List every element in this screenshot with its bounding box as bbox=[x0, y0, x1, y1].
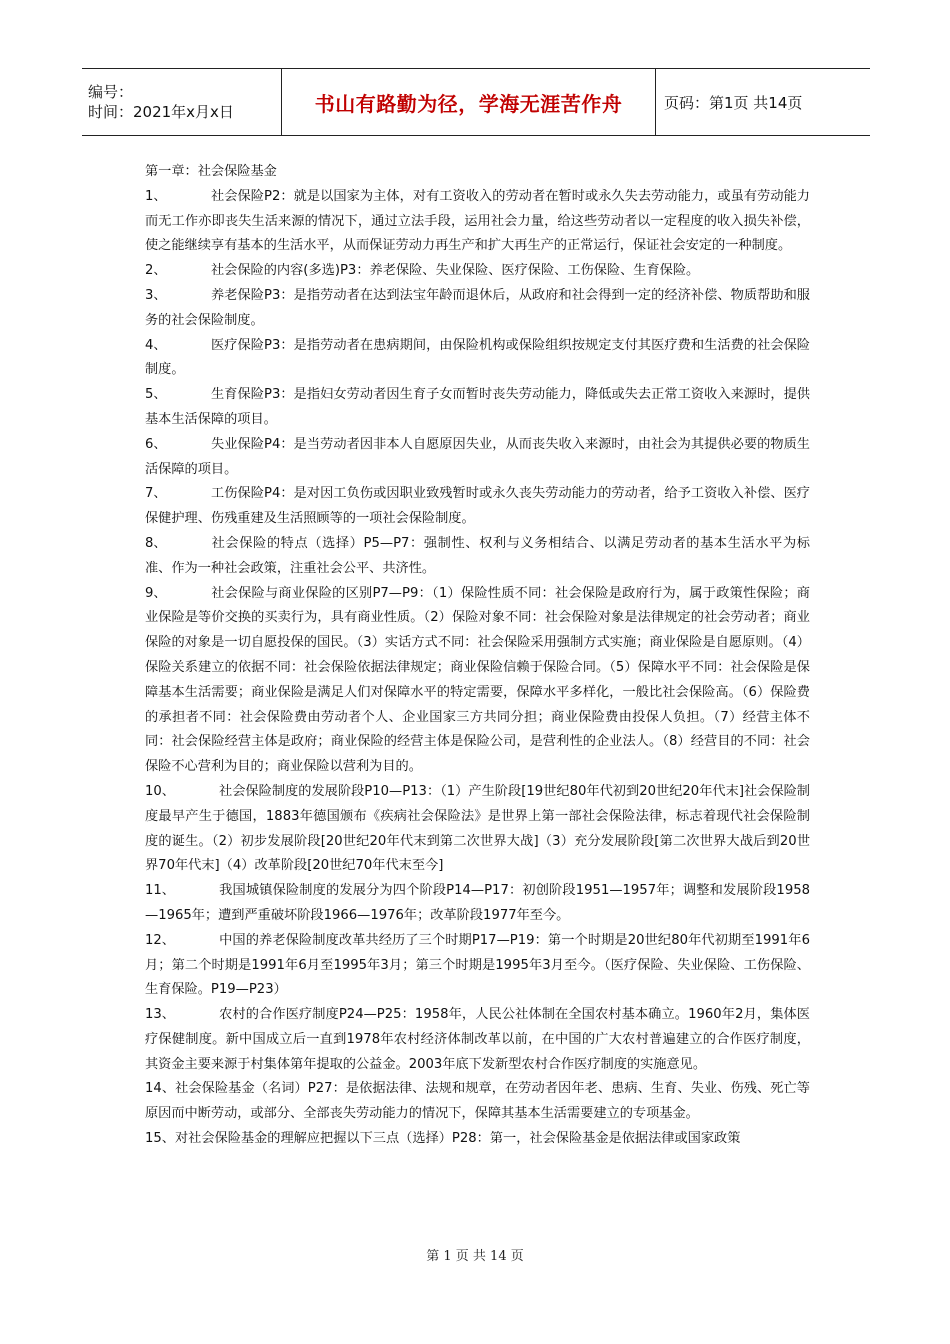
list-item bbox=[145, 433, 810, 483]
motto-text: 书山有路勤为径，学海无涯苦作舟 bbox=[314, 91, 623, 116]
item-text: 我国城镇保险制度的发展分为四个阶段P14—P17：初创阶段1951—1957年；调整和发展阶段1958—1965年；遭到严重破坏阶段1966—1976年；改革阶段1977年至今。 bbox=[145, 883, 810, 923]
header-page-cell bbox=[656, 69, 870, 135]
item-number: 10、 bbox=[145, 783, 175, 799]
item-number: 14、 bbox=[145, 1081, 176, 1097]
list-item bbox=[145, 185, 810, 259]
item-number: 3、 bbox=[145, 287, 167, 303]
list-item bbox=[145, 1127, 810, 1152]
item-text: 社会保险与商业保险的区别P7—P9：（1）保险性质不同：社会保险是政府行为，属于政策性保险；商业保险是等价交换的买卖行为，具有商业性质。（2）保险对象不同：社会保险对象是法律规定的社会劳动者；商业保险的对象是一切自愿投保的国民。（3）实话方式不同：社会保险采用强制方式实施；商业保险是自愿原则。（4）保险关系建立的依据不同：社会保险依据法律规定；商业保险信赖于保险合同。（5）保障水平不同：社会保险是保障基本生活需要；商业保险是满足人们对保障水平的特定需要，保障水平多样化，一般比社会保险高。（6）保险费的承担者不同：社会保险费由劳动者个人、企业国家三方共同分担；商业保险费由投保人负担。（7）经营主体不同：社会保险经营主体是政府；商业保险的经营主体是保险公司，是营利性的企业法人。（8）经营目的不同：社会保险不心营利为目的；商业保险以营利为目的。 bbox=[145, 585, 810, 775]
page-footer: 第 1 页 共 14 页 bbox=[426, 1249, 524, 1264]
item-number: 6、 bbox=[145, 436, 167, 452]
header-motto-cell bbox=[282, 69, 656, 135]
item-list bbox=[145, 185, 810, 1152]
list-item bbox=[145, 1003, 810, 1077]
item-text: 生育保险P3：是指妇女劳动者因生育子女而暂时丧失劳动能力，降低或失去正常工资收入来源时，提供基本生活保障的项目。 bbox=[145, 387, 810, 427]
list-item bbox=[145, 879, 810, 929]
item-text: 医疗保险P3：是指劳动者在患病期间，由保险机构或保险组织按规定支付其医疗费和生活费的社会保险制度。 bbox=[145, 337, 810, 378]
list-item bbox=[145, 383, 810, 433]
item-text: 农村的合作医疗制度P24—P25：1958年，人民公社体制在全国农村基本确立。1960年2月，集体医疗保健制度。新中国成立后一直到1978年农村经济体制改革以前，在中国的广大农村普遍建立的合作医疗制度，其资金主要来源于村集体第年提取的公益金。2003年底下发新型农村合作医疗制度的实施意见。 bbox=[145, 1007, 810, 1072]
list-item bbox=[145, 929, 810, 1003]
list-item bbox=[145, 582, 810, 780]
list-item bbox=[145, 259, 810, 284]
item-text: 养老保险P3：是指劳动者在达到法宝年龄而退休后，从政府和社会得到一定的经济补偿、物质帮助和服务的社会保险制度。 bbox=[145, 287, 810, 328]
number-label: 编号： bbox=[88, 83, 134, 101]
item-number: 4、 bbox=[145, 337, 167, 353]
item-number: 15、 bbox=[145, 1131, 175, 1147]
header-left-cell bbox=[82, 69, 282, 135]
item-number: 7、 bbox=[145, 486, 167, 502]
item-number: 12、 bbox=[145, 932, 175, 948]
list-item bbox=[145, 1077, 810, 1127]
item-number: 1、 bbox=[145, 188, 167, 204]
chapter-title: 第一章：社会保险基金 bbox=[145, 164, 277, 179]
item-number: 13、 bbox=[145, 1007, 175, 1023]
document-body bbox=[145, 160, 810, 1152]
item-number: 8、 bbox=[145, 535, 167, 551]
item-text: 社会保险的特点（选择）P5—P7：强制性、权利与义务相结合、以满足劳动者的基本生活水平为标准、作为一种社会政策，注重社会公平、共济性。 bbox=[145, 535, 810, 576]
item-text: 社会保险P2：就是以国家为主体，对有工资收入的劳动者在暂时或永久失去劳动能力，或虽有劳动能力而无工作亦即丧失生活来源的情况下，通过立法手段，运用社会力量，给这些劳动者以一定程度的收入损失补偿，使之能继续享有基本的生活水平，从而保证劳动力再生产和扩大再生产的正常运行，保证社会安定的一种制度。 bbox=[145, 188, 810, 254]
list-item bbox=[145, 532, 810, 582]
item-text: 中国的养老保险制度改革共经历了三个时期P17—P19：第一个时期是20世纪80年代初期至1991年6月；第二个时期是1991年6月至1995年3月；第三个时期是1995年3月至今。（医疗保险、失业保险、工伤保险、生育保险。P19—P23） bbox=[145, 932, 810, 998]
list-item bbox=[145, 780, 810, 879]
item-number: 5、 bbox=[145, 387, 167, 403]
date-label: 时间：2021年x月x日 bbox=[88, 103, 234, 121]
page-info: 页码：第1页 共14页 bbox=[664, 93, 803, 112]
item-text: 社会保险基金（名词）P27：是依据法律、法规和规章，在劳动者因年老、患病、生育、失业、伤残、死亡等原因而中断劳动，或部分、全部丧失劳动能力的情况下，保障其基本生活需要建立的专项基金。 bbox=[145, 1081, 810, 1122]
item-text: 对社会保险基金的理解应把握以下三点（选择）P28：第一，社会保险基金是依据法律或国家政策 bbox=[174, 1131, 741, 1147]
item-number: 9、 bbox=[145, 585, 167, 601]
item-text: 工伤保险P4：是对因工负伤或因职业致残暂时或永久丧失劳动能力的劳动者，给予工资收入补偿、医疗保健护理、伤残重建及生活照顾等的一项社会保险制度。 bbox=[145, 486, 810, 527]
item-number: 11、 bbox=[145, 883, 175, 899]
item-number: 2、 bbox=[145, 263, 167, 279]
list-item bbox=[145, 482, 810, 532]
list-item bbox=[145, 284, 810, 334]
item-text: 社会保险的内容(多选)P3：养老保险、失业保险、医疗保险、工伤保险、生育保险。 bbox=[211, 263, 700, 279]
item-text: 失业保险P4：是当劳动者因非本人自愿原因失业，从而丧失收入来源时，由社会为其提供必要的物质生活保障的项目。 bbox=[145, 436, 810, 477]
item-text: 社会保险制度的发展阶段P10—P13：（1）产生阶段[19世纪80年代初到20世纪20年代末]社会保险制度最早产生于德国，1883年德国颁布《疾病社会保险法》是世界上第一部社会保险法律，标志着现代社会保险制度的诞生。（2）初步发展阶段[20世纪20年代末到第二次世界大战]（3）充分发展阶段[第二次世界大战后到20世界70年代末]（4）改革阶段[20世纪70年代末至今] bbox=[145, 783, 810, 874]
header-table bbox=[82, 68, 870, 136]
list-item bbox=[145, 334, 810, 384]
